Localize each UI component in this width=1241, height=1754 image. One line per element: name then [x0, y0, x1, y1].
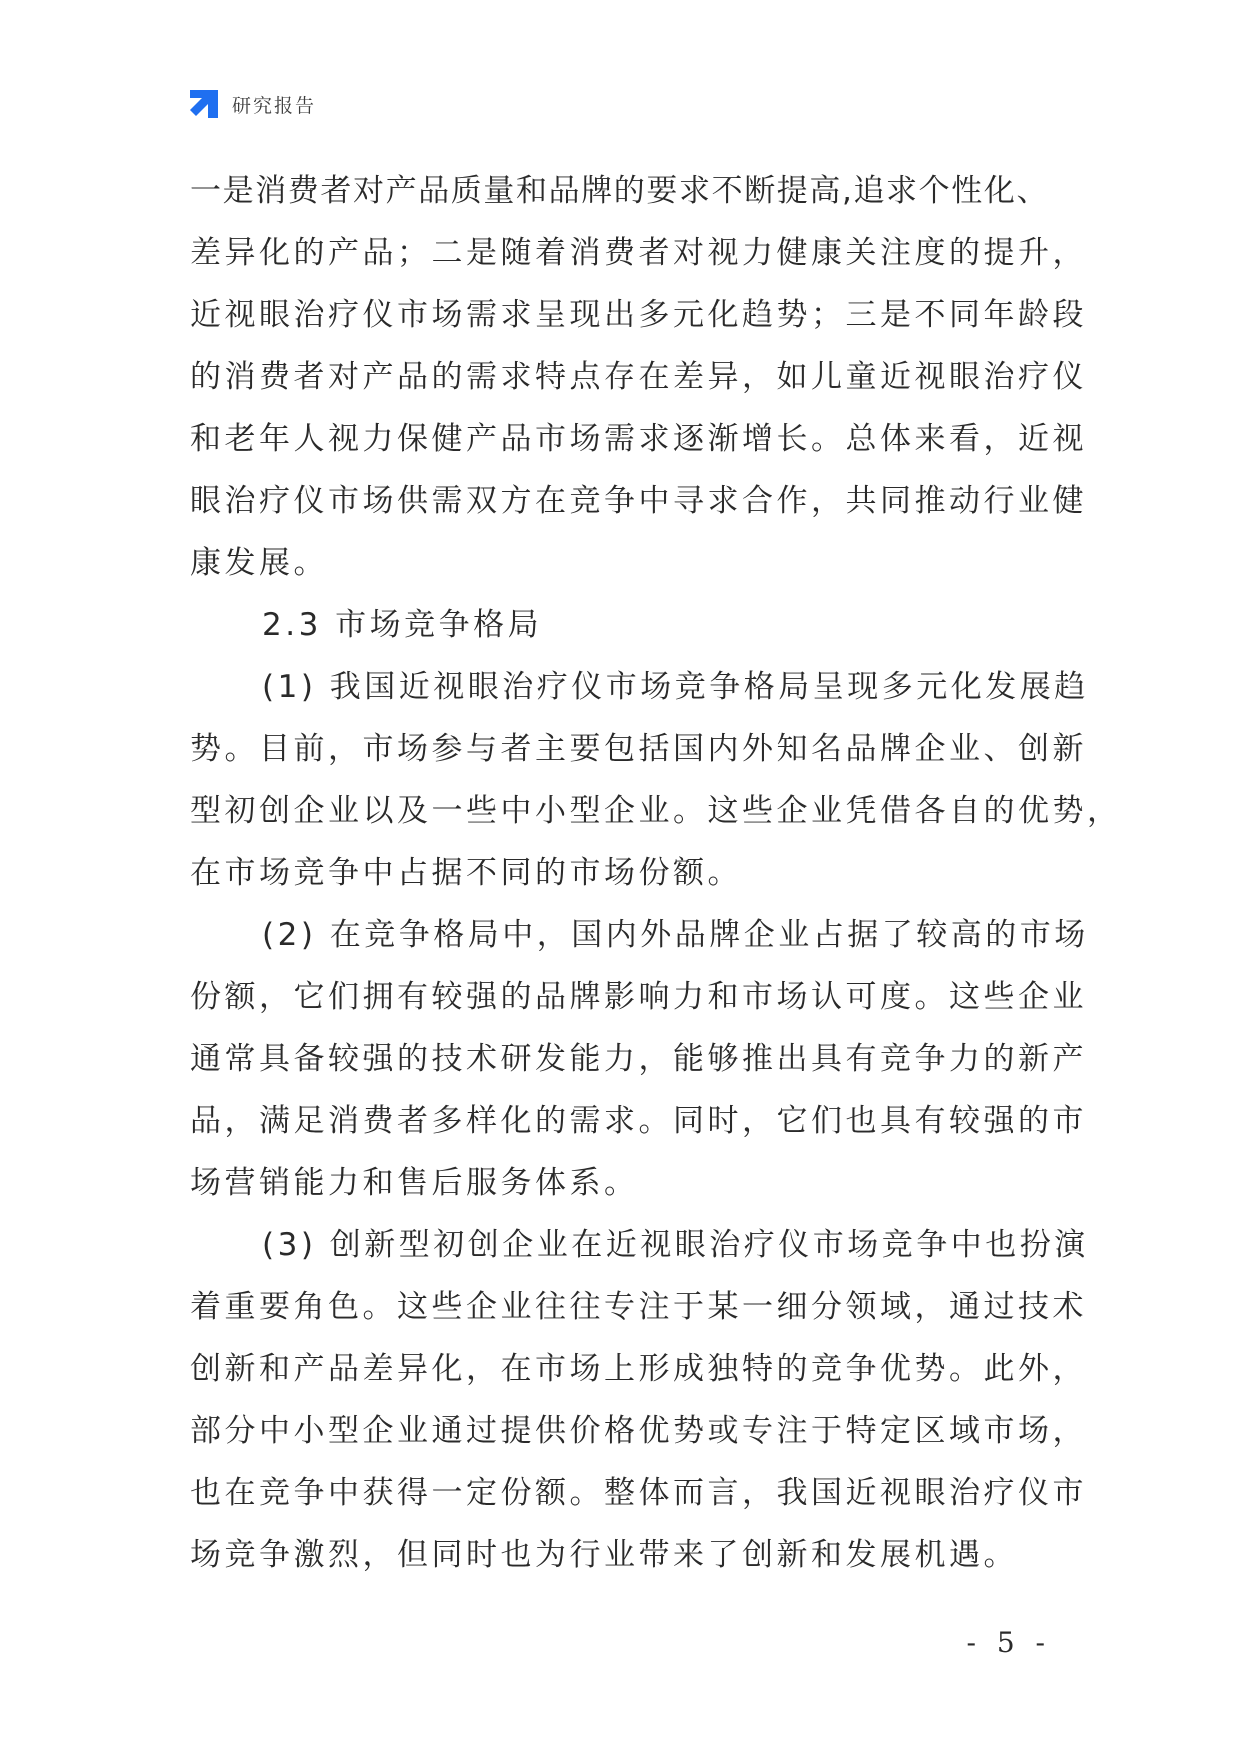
paragraph-line: 也在竞争中获得一定份额。整体而言，我国近视眼治疗仪市	[190, 1475, 1087, 1511]
paragraph-line: 的消费者对产品的需求特点存在差异，如儿童近视眼治疗仪	[190, 359, 1087, 395]
paragraph-line: (1) 我国近视眼治疗仪市场竞争格局呈现多元化发展趋	[262, 669, 1089, 705]
paragraph-line: 差异化的产品；二是随着消费者对视力健康关注度的提升，	[190, 235, 1087, 271]
paragraph-line: 品，满足消费者多样化的需求。同时，它们也具有较强的市	[190, 1103, 1087, 1139]
section-heading: 2.3 市场竞争格局	[262, 607, 543, 643]
header-title: 研究报告	[232, 94, 317, 117]
paragraph-line: 创新和产品差异化，在市场上形成独特的竞争优势。此外，	[190, 1351, 1087, 1387]
arrow-up-right-logo-icon	[186, 86, 222, 122]
paragraph-line: (2) 在竞争格局中，国内外品牌企业占据了较高的市场	[262, 917, 1089, 953]
paragraph-line: (3) 创新型初创企业在近视眼治疗仪市场竞争中也扮演	[262, 1227, 1089, 1263]
page-number: - 5 -	[966, 1626, 1051, 1659]
paragraph-line: 通常具备较强的技术研发能力，能够推出具有竞争力的新产	[190, 1041, 1087, 1077]
paragraph-line: 一是消费者对产品质量和品牌的要求不断提高,追求个性化、	[190, 173, 1050, 209]
paragraph-line: 康发展。	[190, 545, 328, 581]
paragraph-line: 场营销能力和售后服务体系。	[190, 1165, 639, 1201]
paragraph-line: 型初创企业以及一些中小型企业。这些企业凭借各自的优势，	[190, 793, 1122, 829]
paragraph-line: 和老年人视力保健产品市场需求逐渐增长。总体来看，近视	[190, 421, 1087, 457]
paragraph-line: 部分中小型企业通过提供价格优势或专注于特定区域市场，	[190, 1413, 1087, 1449]
paragraph-line: 近视眼治疗仪市场需求呈现出多元化趋势；三是不同年龄段	[190, 297, 1087, 333]
paragraph-line: 在市场竞争中占据不同的市场份额。	[190, 855, 742, 891]
paragraph-line: 份额，它们拥有较强的品牌影响力和市场认可度。这些企业	[190, 979, 1087, 1015]
paragraph-line: 着重要角色。这些企业往往专注于某一细分领域，通过技术	[190, 1289, 1087, 1325]
paragraph-line: 眼治疗仪市场供需双方在竞争中寻求合作，共同推动行业健	[190, 483, 1087, 519]
document-body	[190, 160, 1122, 1586]
report-header	[186, 86, 316, 122]
paragraph-line: 势。目前，市场参与者主要包括国内外知名品牌企业、创新	[190, 731, 1087, 767]
paragraph-line: 场竞争激烈，但同时也为行业带来了创新和发展机遇。	[190, 1537, 1018, 1573]
